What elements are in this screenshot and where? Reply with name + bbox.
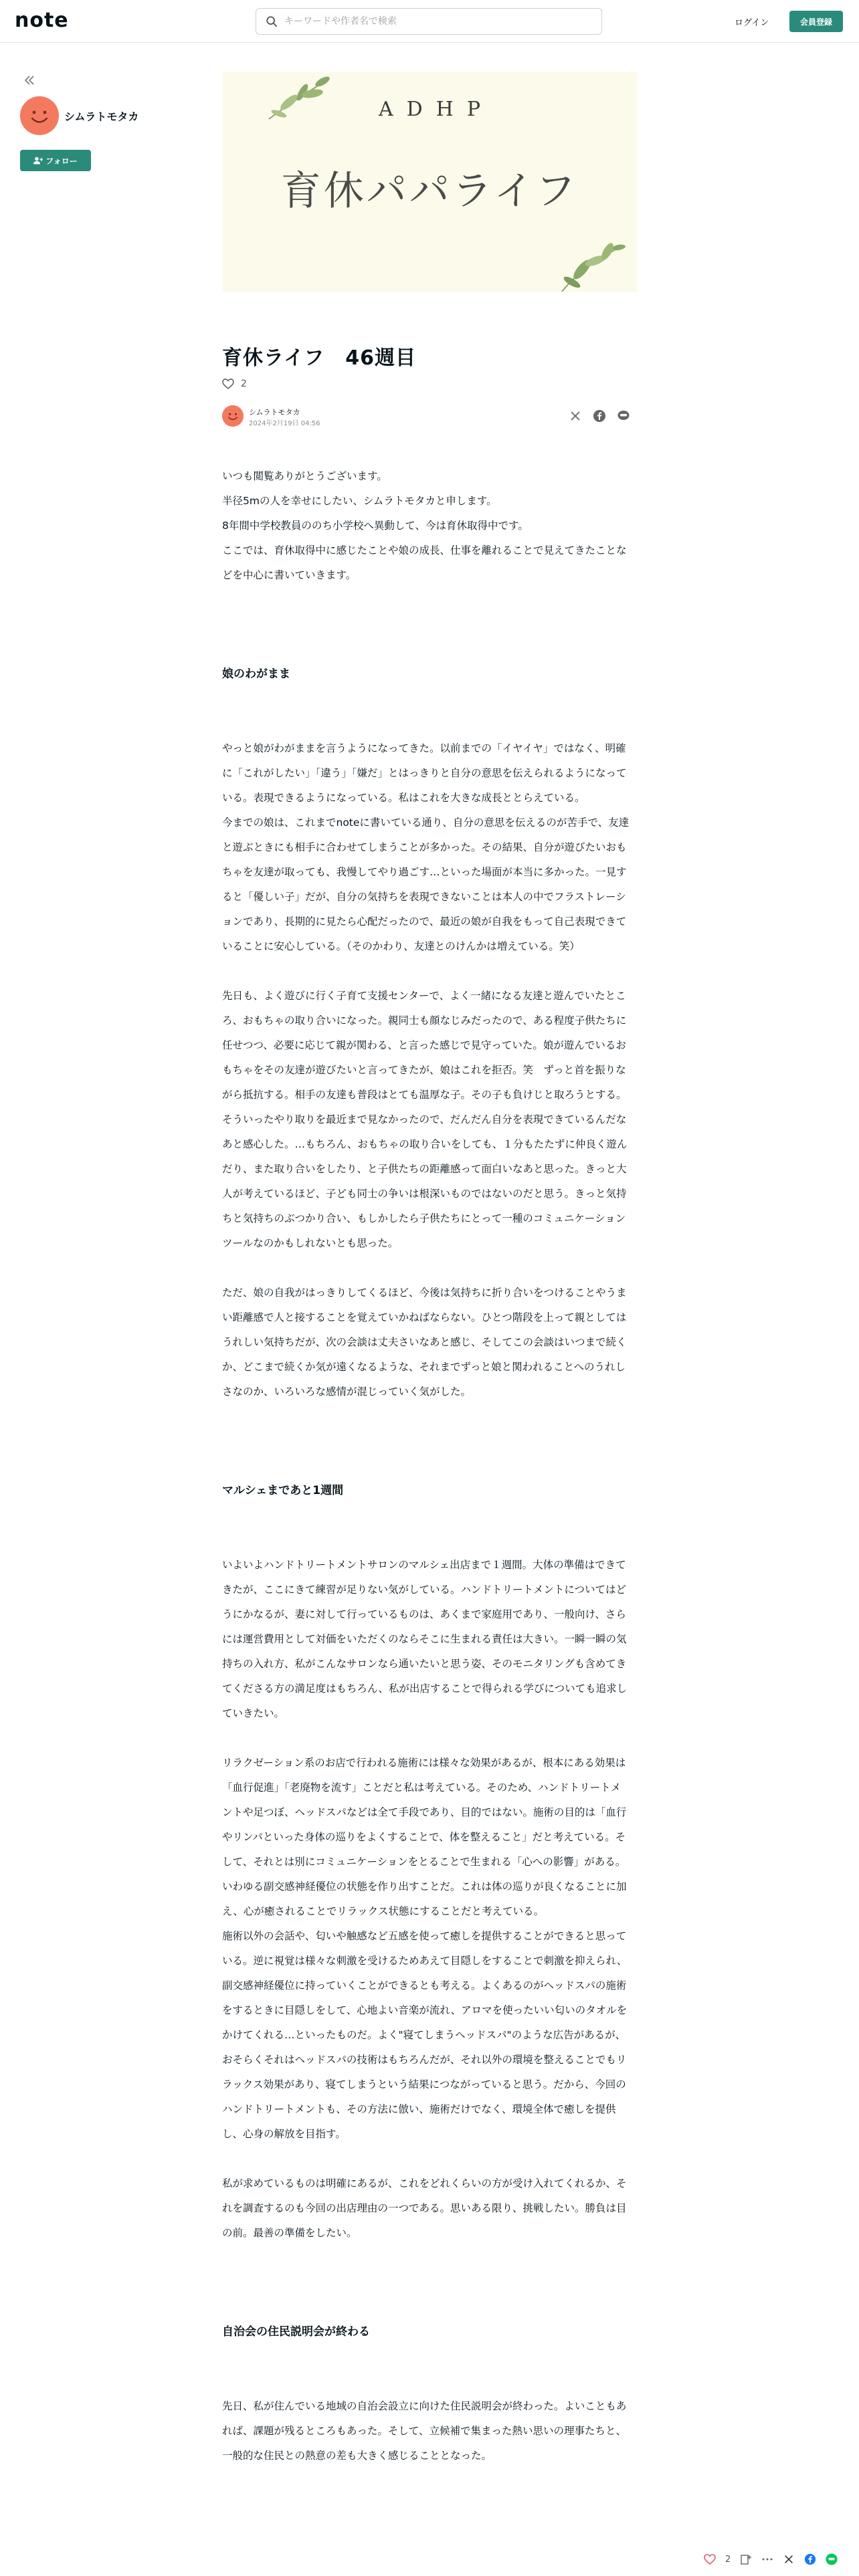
byline-author-name[interactable]: シムラトモタカ [249,408,300,417]
section2-paragraph-3: 施術以外の会話や、匂いや触感など五感を使って癒しを提供することができると思っている。逆に視覚は様々な刺激を受けるためあえて目隠しをすることで刺激を抑えられ、副交感神経優位に持っていくことができるとも考える。よくあるのがヘッドスパの施術をするときに目隠しをして、心地よい音楽が流れ、アロマを使ったいい匂いのタオルをかけてくれる…といったものだ。よく"寝てしまうヘッドスパ"のような広告があるが、おそらくそれはヘッドスパの技術はもちろんだが、それ以外の環境を整えることでもリラックス効果があり、寝てしまうという結果につながっていると思う。だから、今回のハンドトリートメントも、その方法に倣い、施術だけでなく、環境全体で癒しを提供し、心身の解放を目指す。 [222,1930,628,2140]
heart-icon[interactable] [704,2554,716,2565]
section2-paragraph-2: リラクゼーション系のお店で行われる施術には様々な効果があるが、根本にある効果は「血行促進」「老廃物を流す」ことだと私は考えている。そのため、ハンドトリートメントや足つぼ、ヘッドスパなどは全て手段であり、目的ではない。施術の目的は「血行やリンパといった身体の巡りをよくすることで、体を整えること」だと考えている。そして、それとは別にコミュニケーションをとることで生まれる「心への影響」がある。いわゆる副交感神経優位の状態を作り出すことだ。これは体の巡りが良くなることに加え、心が癒されることでリラックス状態にすることだと考えている。 [222,1757,627,1917]
sidebar-author-name[interactable]: シムラトモタカ [64,110,139,123]
intro-line-2: 半径5mの人を幸せにしたい、シムラトモタカと申します。 [222,495,497,507]
leaf-branch-bottom-icon [549,233,637,292]
more-icon[interactable] [761,2553,773,2565]
line-share-icon[interactable] [826,2553,838,2565]
section-heading-1: 娘のわがまま [222,667,290,681]
like-row [222,379,247,389]
search-icon [266,15,278,27]
section1-paragraph-4: ただ、娘の自我がはっきりしてくるほど、今後は気持ちに折り合いをつけることやうまい距離感で人と接することを覚えていかねばならない。ひとつ階段を上って親としてはうれしい気持ちだが、次の会談は丈夫さいなあと感じ、そしてこの会談はいつまで続くか、どこまで続くか気が遠くなるような、それまでずっと娘と関われることへのうれしさなのか、いろいろな感情が混じっていく気がした。 [222,1287,627,1398]
publish-date: 2024年2月19日 04:56 [249,420,320,427]
magazine-add-icon[interactable] [740,2553,752,2565]
note-logo[interactable]: note [15,9,69,32]
hero-image [222,72,637,292]
top-header [0,0,859,43]
facebook-share-icon[interactable] [804,2553,816,2565]
floating-action-bar [704,2548,854,2571]
search-input[interactable] [284,14,592,29]
smiley-face-icon [20,96,59,135]
section1-paragraph-1: やっと娘がわがままを言うようになってきた。以前までの「イヤイヤ」ではなく、明確に「これがしたい」「違う」「嫌だ」とはっきりと自分の意思を伝えられるようになっている。表現できるようになっている。私はこれを大きな成長ととらえている。 [222,742,627,804]
section-heading-3: 自治会の住民説明会が終わる [222,2325,370,2339]
section1-paragraph-3: 先日も、よく遊びに行く子育て支援センターで、よく一緒になる友達と遊んでいたところ、おもちゃの取り合いになった。親同士も顔なじみだったので、ある程度子供たちに任せつつ、必要に応じて親が関わる、と言った感じで見守っていた。娘が遊んでいるおもちゃをその友達が遊びたいと言ってきたが、娘はこれを拒否。笑 ずっと首を振りながら抵抗する。相手の友達も普段はとても温厚な子。その子も負けじと取ろうとする。そういったやり取りを最近まで見なかったので、だんだん自分を表現できているんだなあと感心した。…もちろん、おもちゃの取り合いをしても、１分もたたずに仲良く遊んだり、また取り合いをしたり、と子供たちの距離感って面白いなあと思った。きっと大人が考えているほど、子ども同士の争いは根深いものではないのだと思う。きっと気持ちと気持ちのぶつかり合い、もしかしたら子供たちにとって一種のコミュニケーションツールなのかもしれないとも思った。 [222,990,628,1249]
follow-label: フォロー [45,156,78,166]
facebook-share-icon[interactable] [593,409,606,423]
login-button[interactable]: ログイン [729,12,774,31]
signup-button[interactable]: 会員登録 [789,11,843,32]
like-count[interactable]: 2 [241,379,247,389]
collapse-sidebar-icon[interactable] [21,72,37,88]
section1-paragraph-2: 今までの娘は、これまでnoteに書いている通り、自分の意思を伝えるのが苦手で、友達と遊ぶときにも相手に合わせてしまうことが多かった。その結果、自分が遊びたいおもちゃを友達が取っても、我慢してやり過ごす…といった場面が本当に多かった。一見すると「優しい子」だが、自分の気持ちを表現できないことは本人の中でフラストレーションであり、長期的に見たら心配だったので、最近の娘が自我をもって自己表現できていることに安心している。（そのかわり、友達とのけんかは増えている。笑） [222,817,630,952]
x-share-icon[interactable] [783,2553,795,2565]
article-body [222,464,630,2468]
section-heading-2: マルシェまであと1週間 [222,1484,344,1497]
x-share-icon[interactable] [569,409,582,423]
intro-line-3: 8年間中学校教員ののち小学校へ異動して、今は育休取得中です。 [222,520,529,532]
section3-paragraph-1: 先日、私が住んでいる地域の自治会設立に向けた住民説明会が終わった。よいこともあれば、課題が残るところもあった。そして、立候補で集まった熱い思いの理事たちと、一般的な住民との熱意の差も大きく感じることとなった。 [222,2400,627,2462]
floating-like-count[interactable]: 2 [725,2554,731,2565]
line-share-icon[interactable] [617,409,630,423]
byline-avatar[interactable] [222,405,244,427]
section2-paragraph-4: 私が求めているものは明確にあるが、これをどれくらいの方が受け入れてくれるか、それを調査するのも今回の出店理由の一つである。思いある限り、挑戦したい。勝負は目の前。最善の準備をしたい。 [222,2177,627,2239]
heart-icon[interactable] [222,379,234,389]
smiley-face-icon [222,405,244,427]
intro-line-4: ここでは、育休取得中に感じたことや娘の成長、仕事を離れることで見えてきたことなどを中心に書いていきます。 [222,544,627,581]
follow-button[interactable] [20,150,91,171]
article-title: 育休ライフ 46週目 [222,346,416,370]
intro-line-1: いつも閲覧ありがとうございます。 [222,470,387,482]
add-user-icon [33,156,43,165]
hero-title: 育休パパライフ [280,168,579,215]
search-box[interactable] [256,8,602,35]
hero-subtitle: ADHP [378,98,494,121]
author-avatar[interactable] [20,96,59,135]
section2-paragraph-1: いよいよハンドトリートメントサロンのマルシェ出店まで１週間。大体の準備はできてきたが、ここにきて練習が足りない気がしている。ハンドトリートメントについてはどうにかなるが、妻に対して行っているものは、あくまで家庭用であり、一般向け、さらには運営費用として対価をいただくのならそこに生まれる責任は大きい。一瞬一瞬の気持ちの入れ方、私がこんなサロンなら通いたいと思う姿、そのモニタリングも含めてきてくださる方の満足度はもちろん、私が出店することで得られる学びについても追求していきたい。 [222,1559,628,1719]
